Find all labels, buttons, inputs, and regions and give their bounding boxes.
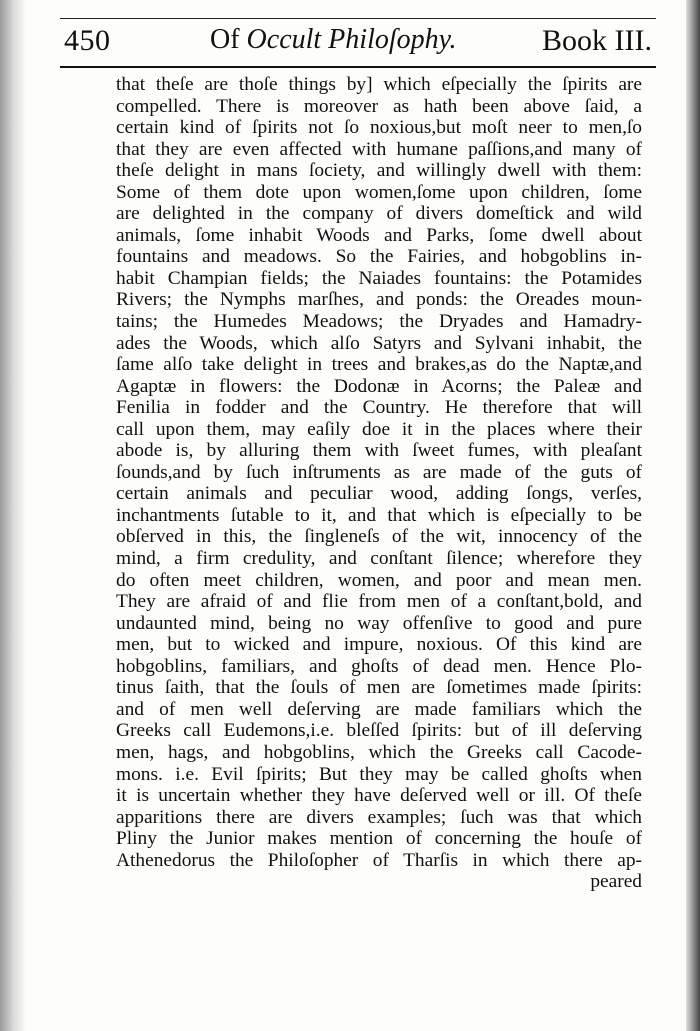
running-title-prefix: Of: [210, 24, 247, 55]
text-line: Pliny the Junior makes mention of concerning the houſe of: [116, 828, 642, 850]
text-line: mind, a firm credulity, and conſtant ſilence; wherefore they: [116, 548, 642, 570]
text-line: do often meet children, women, and poor and mean men.: [116, 569, 642, 591]
text-line: men, hags, and hobgoblins, which the Greeks call Cacode-: [116, 741, 642, 763]
text-line: ades the Woods, which alſo Satyrs and Sylvani inhabit, the: [116, 332, 642, 354]
top-rule: [60, 18, 656, 19]
text-line: abode is, by alluring them with ſweet fumes, with pleaſant: [116, 440, 642, 462]
text-line: tinus ſaith, that the ſouls of men are ſometimes made ſpirits:: [116, 677, 642, 699]
page-number: 450: [64, 24, 111, 57]
body-text: [116, 74, 642, 893]
text-line: certain kind of ſpirits not ſo noxious,but moſt neer to men,ſo: [116, 117, 642, 139]
running-title: [210, 24, 457, 56]
text-line: call upon them, may eaſily doe it in the places where their: [116, 418, 642, 440]
text-line: certain animals and peculiar wood, adding ſongs, verſes,: [116, 483, 642, 505]
text-line: hobgoblins, familiars, and ghoſts of dead men. Hence Plo-: [116, 655, 642, 677]
text-line: ſame alſo take delight in trees and brakes,as do the Naptæ,and: [116, 354, 642, 376]
catchword: peared: [590, 871, 642, 893]
text-line: it is uncertain whether they have deſerved well or ill. Of theſe: [116, 785, 642, 807]
text-line: Some of them dote upon women,ſome upon children, ſome: [116, 181, 642, 203]
text-line: They are afraid of and flie from men of a conſtant,bold, and: [116, 591, 642, 613]
text-line: theſe delight in mans ſociety, and willingly dwell with them:: [116, 160, 642, 182]
text-line: animals, ſome inhabit Woods and Parks, ſome dwell about: [116, 224, 642, 246]
text-line: mons. i.e. Evil ſpirits; But they may be called ghoſts when: [116, 763, 642, 785]
book-label: Book III.: [542, 24, 652, 57]
text-line: obſerved in this, the ſingleneſs of the wit, innocency of the: [116, 526, 642, 548]
text-line: that theſe are thoſe things by] which eſpecially the ſpirits are: [116, 74, 642, 95]
text-line: apparitions there are divers examples; ſuch was that which: [116, 806, 642, 828]
text-line: compelled. There is moreover as hath been above ſaid, a: [116, 95, 642, 117]
text-line: habit Champian fields; the Naiades fountains: the Potamides: [116, 267, 642, 289]
text-line: fountains and meadows. So the Fairies, and hobgoblins in-: [116, 246, 642, 268]
text-line: Athenedorus the Philoſopher of Tharſis in which there ap-: [116, 849, 642, 871]
text-line: inchantments ſutable to it, and that which is eſpecially to be: [116, 504, 642, 526]
page-edge: [686, 0, 700, 1031]
text-line: Rivers; the Nymphs marſhes, and ponds: the Oreades moun-: [116, 289, 642, 311]
text-line: ſounds,and by ſuch inſtruments as are made of the guts of: [116, 461, 642, 483]
running-title-main: Occult Philoſophy.: [246, 24, 457, 55]
text-line: and of men well deſerving are made familiars which the: [116, 698, 642, 720]
text-line: tains; the Humedes Meadows; the Dryades and Hamadry-: [116, 311, 642, 333]
text-line: Greeks call Eudemons,i.e. bleſſed ſpirits: but of ill deſerving: [116, 720, 642, 742]
text-line: Fenilia in fodder and the Country. He therefore that will: [116, 397, 642, 419]
gutter-shadow: [0, 0, 26, 1031]
running-head: [60, 22, 656, 68]
text-line: that they are even affected with humane paſſions,and many of: [116, 138, 642, 160]
header-rule: [60, 66, 656, 68]
text-line: men, but to wicked and impure, noxious. Of this kind are: [116, 634, 642, 656]
text-line: Agaptæ in flowers: the Dodonæ in Acorns; the Paleæ and: [116, 375, 642, 397]
text-line: are delighted in the company of divers domeſtick and wild: [116, 203, 642, 225]
text-line: undaunted mind, being no way offenſive to good and pure: [116, 612, 642, 634]
